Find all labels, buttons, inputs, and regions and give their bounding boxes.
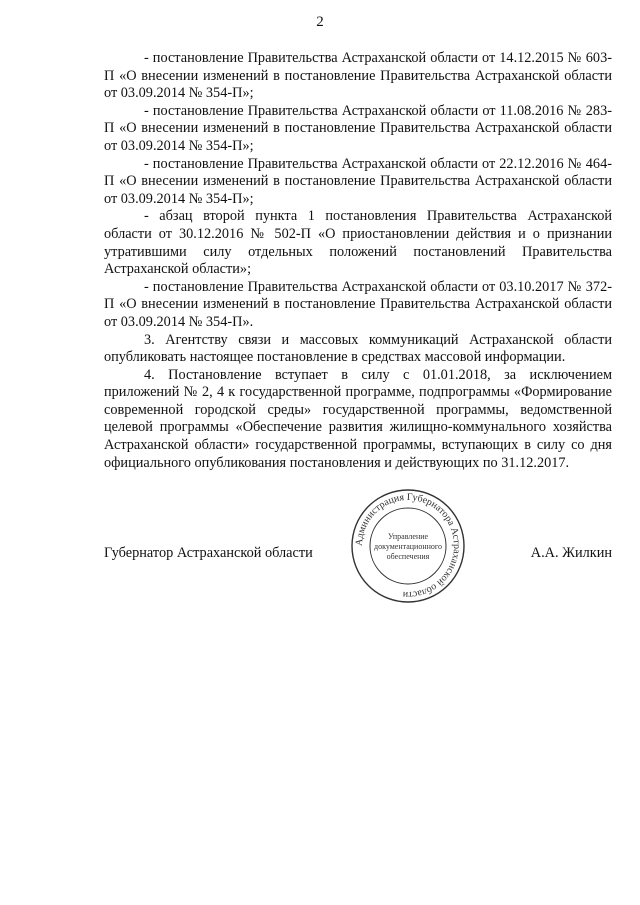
document-body (104, 50, 612, 472)
official-stamp (348, 486, 468, 606)
signatory-name: А.А. Жилкин (530, 545, 612, 561)
page-number: 2 (316, 14, 324, 30)
paragraph-item: - постановление Правительства Астраханской области от 03.10.2017 № 372-П «О внесении изменений в постановление Правительства Астраханской области от 03.09.2014 № 354-П». (104, 278, 612, 330)
stamp-center-line: документационного (374, 542, 442, 551)
paragraph-item: - постановление Правительства Астраханской области от 22.12.2016 № 464-П «О внесении изменений в постановление Правительства Астраханской области от 03.09.2014 № 354-П»; (104, 155, 612, 207)
stamp-seal-graphic (348, 486, 468, 606)
stamp-center-line: обеспечения (386, 552, 430, 561)
paragraph-item: - постановление Правительства Астраханской области от 14.12.2015 № 603-П «О внесении изменений в постановление Правительства Астраханской области от 03.09.2014 № 354-П»; (104, 50, 612, 102)
stamp-center-line: Управление (387, 532, 429, 541)
signatory-title: Губернатор Астраханской области (104, 545, 313, 561)
paragraph-item: - абзац второй пункта 1 постановления Правительства Астраханской области от 30.12.2016 № 502-П «О приостановлении действия и о признании утратившими силу отдельных положений постановлений Правительства Астраханской области»; (104, 208, 612, 278)
paragraph-item: 3. Агентству связи и массовых коммуникаций Астраханской области опубликовать настоящее постановление в средствах массовой информации. (104, 331, 612, 366)
paragraph-item: 4. Постановление вступает в силу с 01.01.2018, за исключением приложений № 2, 4 к государственной программе, подпрограммы «Формирование современной городской среды» государственной программы, ведомственной целевой программы «Обеспечение развития жилищно-коммунального хозяйства Астраханской области» государственной программы, вступающих в силу со дня официального опубликования постановления и действующих по 31.12.2017. (104, 366, 612, 471)
paragraph-item: - постановление Правительства Астраханской области от 11.08.2016 № 283-П «О внесении изменений в постановление Правительства Астраханской области от 03.09.2014 № 354-П»; (104, 102, 612, 154)
stamp-ring-text: Администрация Губернатора Астраханской области (353, 491, 463, 601)
